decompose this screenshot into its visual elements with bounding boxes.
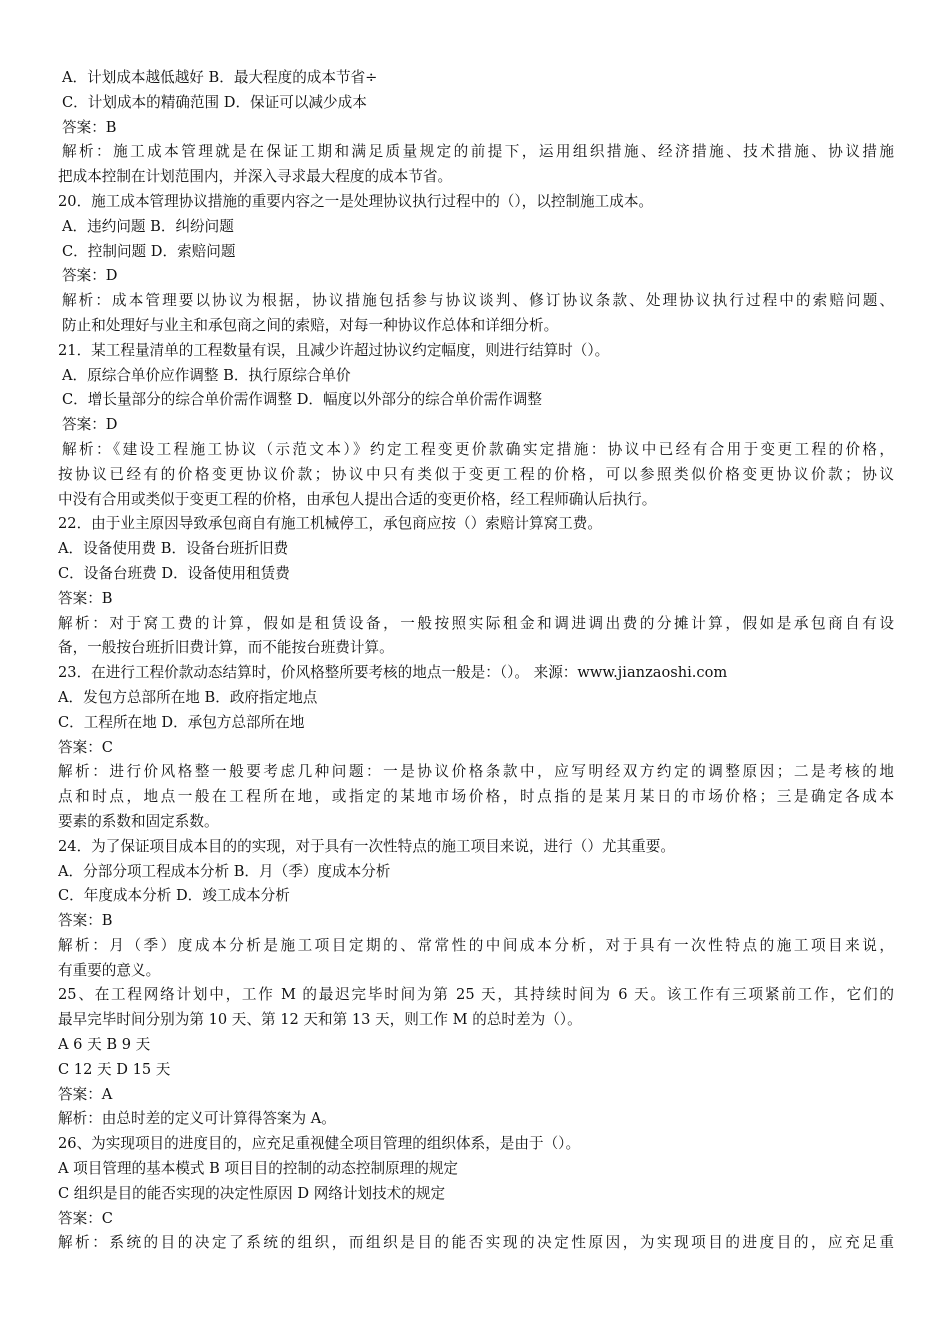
text-line: 防止和处理好与业主和承包商之间的索赔，对每一种协议作总体和详细分析。 bbox=[62, 316, 559, 334]
text-line: 备，一般按台班折旧费计算，而不能按台班费计算。 bbox=[58, 639, 394, 657]
text-line: 26、为实现项目的进度目的，应充足重视健全项目管理的组织体系，是由于（）。 bbox=[58, 1135, 581, 1153]
text-line: C 组织是目的能否实现的决定性原因 D 网络计划技术的规定 bbox=[58, 1184, 446, 1202]
text-line: C．工程所在地 D．承包方总部所在地 bbox=[58, 713, 305, 731]
text-line: 答案：D bbox=[62, 267, 118, 285]
text-line: 答案：C bbox=[58, 1209, 113, 1227]
text-line: 解析：《建设工程施工协议（示范文本）》约定工程变更价款确实定措施：协议中已经有合用于变更工程的价格， bbox=[62, 440, 894, 458]
text-line: 答案：D bbox=[62, 416, 118, 434]
text-line: 解析：施工成本管理就是在保证工期和满足质量规定的前提下，运用组织措施、经济措施、技术措施、协议措施 bbox=[62, 143, 894, 161]
text-line: 要素的系数和固定系数。 bbox=[58, 812, 219, 830]
text-line: 答案：B bbox=[62, 118, 117, 136]
text-line: 22．由于业主原因导致承包商自有施工机械停工，承包商应按（）索赔计算窝工费。 bbox=[58, 515, 602, 533]
text-line: 24．为了保证项目成本目的的实现，对于具有一次性特点的施工项目来说，进行（）尤其重要。 bbox=[58, 837, 675, 855]
document-page bbox=[58, 66, 894, 1256]
text-line: 答案：A bbox=[58, 1085, 113, 1103]
text-line: 有重要的意义。 bbox=[58, 961, 161, 979]
text-line: C．年度成本分析 D．竣工成本分析 bbox=[58, 887, 290, 905]
text-line: A．违约问题 B．纠纷问题 bbox=[62, 217, 234, 235]
text-line: 20．施工成本管理协议措施的重要内容之一是处理协议执行过程中的（），以控制施工成本。 bbox=[58, 192, 654, 210]
text-line: 解析：对于窝工费的计算，假如是租赁设备，一般按照实际租金和调进调出费的分摊计算，假如是承包商自有设 bbox=[58, 614, 894, 632]
text-line: C．设备台班费 D．设备使用租赁费 bbox=[58, 564, 290, 582]
text-line: A．设备使用费 B．设备台班折旧费 bbox=[58, 540, 289, 558]
text-line: 解析：系统的目的决定了系统的组织，而组织是目的能否实现的决定性原因，为实现项目的进度目的，应充足重 bbox=[58, 1234, 894, 1252]
text-line: C．计划成本的精确范围 D．保证可以减少成本 bbox=[62, 93, 367, 111]
text-line: A．原综合单价应作调整 B．执行原综合单价 bbox=[62, 366, 351, 384]
text-line: 把成本控制在计划范围内，并深入寻求最大程度的成本节省。 bbox=[58, 168, 453, 186]
text-line: 解析：进行价风格整一般要考虑几种问题：一是协议价格条款中，应写明经双方约定的调整原因；二是考核的地 bbox=[58, 763, 894, 781]
text-line: 答案：B bbox=[58, 912, 113, 930]
text-line: C．控制问题 D．索赔问题 bbox=[62, 242, 236, 260]
text-line: C．增长量部分的综合单价需作调整 D．幅度以外部分的综合单价需作调整 bbox=[62, 391, 542, 409]
text-line: A．计划成本越低越好 B．最大程度的成本节省÷ bbox=[62, 69, 378, 86]
text-line: 解析：成本管理要以协议为根据，协议措施包括参与协议谈判、修订协议条款、处理协议执行过程中的索赔问题、 bbox=[62, 292, 894, 310]
text-line: 23．在进行工程价款动态结算时，价风格整所要考核的地点一般是：（）。 来源：www.jianzaoshi.com bbox=[58, 664, 728, 682]
text-line: 解析：由总时差的定义可计算得答案为 A。 bbox=[58, 1110, 336, 1128]
text-line: 21．某工程量清单的工程数量有误，且减少许超过协议约定幅度，则进行结算时（）。 bbox=[58, 341, 610, 359]
text-line: A．分部分项工程成本分析 B．月（季）度成本分析 bbox=[58, 862, 391, 880]
text-line: 25、在工程网络计划中，工作 M 的最迟完毕时间为第 25 天，其持续时间为 6 天。该工作有三项紧前工作，它们的 bbox=[58, 986, 894, 1004]
text-line: 解析：月（季）度成本分析是施工项目定期的、常常性的中间成本分析，对于具有一次性特点的施工项目来说， bbox=[58, 936, 894, 954]
text-line: 答案：B bbox=[58, 589, 113, 607]
text-line: 最早完毕时间分别为第 10 天、第 12 天和第 13 天，则工作 M 的总时差为（）。 bbox=[58, 1011, 582, 1029]
text-line: A 项目管理的基本模式 B 项目目的控制的动态控制原理的规定 bbox=[58, 1160, 459, 1178]
text-line: C 12 天 D 15 天 bbox=[58, 1060, 171, 1078]
text-line: A 6 天 B 9 天 bbox=[58, 1036, 151, 1054]
text-line: 按协议已经有的价格变更协议价款；协议中只有类似于变更工程的价格，可以参照类似价格变更协议价款；协议 bbox=[58, 465, 894, 483]
text-line: A．发包方总部所在地 B．政府指定地点 bbox=[58, 688, 318, 706]
text-line: 答案：C bbox=[58, 738, 113, 756]
text-line: 中没有合用或类似于变更工程的价格，由承包人提出合适的变更价格，经工程师确认后执行。 bbox=[58, 490, 657, 508]
text-line: 点和时点，地点一般在工程所在地，或指定的某地市场价格，时点指的是某月某日的市场价格；三是确定各成本 bbox=[58, 788, 894, 806]
